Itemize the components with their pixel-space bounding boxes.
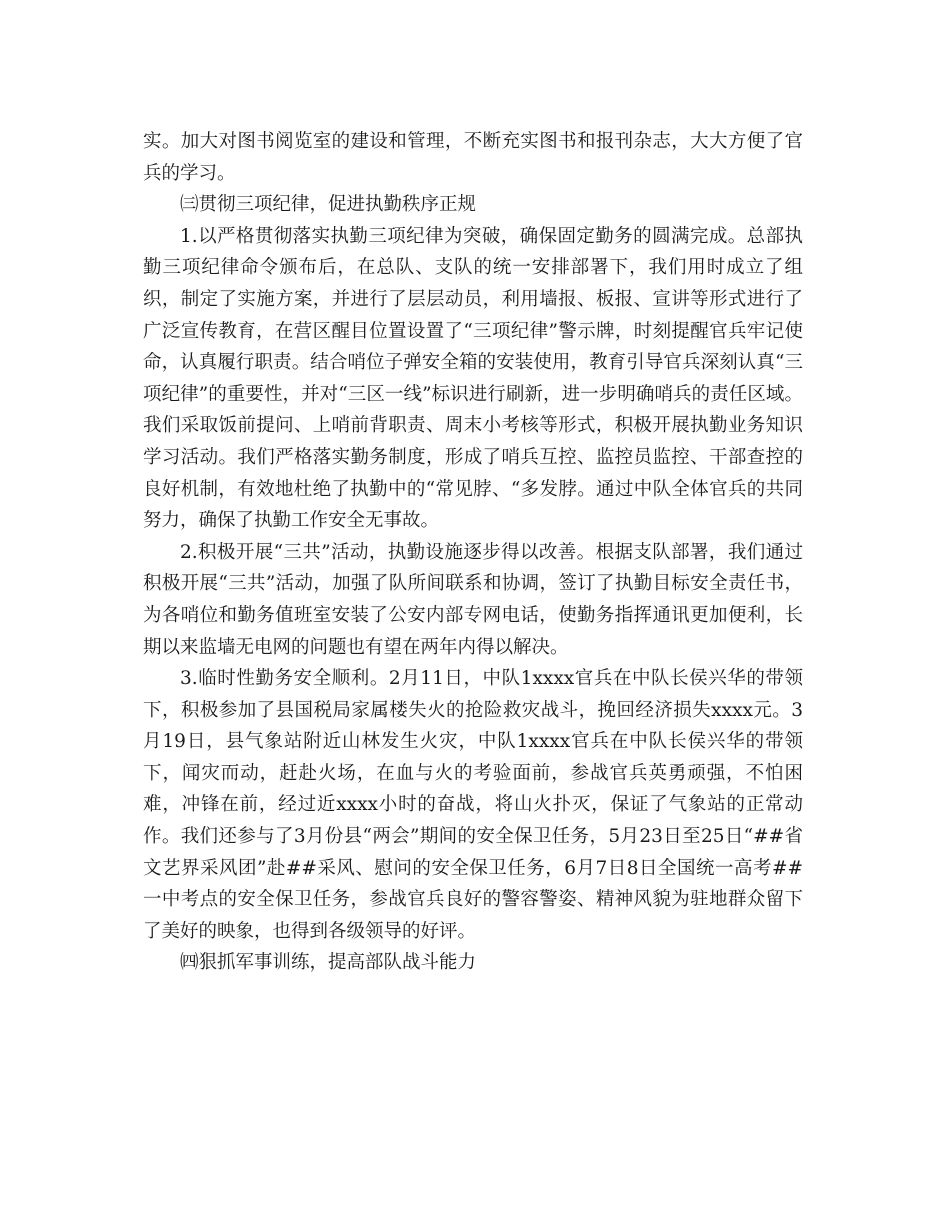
paragraph-item-3: 3.临时性勤务安全顺利。2月11日，中队1xxxx官兵在中队长侯兴华的带领下，积极参加了县国税局家属楼失火的抢险救灾战斗，挽回经济损失xxxx元。3月19日，县气象站附近山林发生火灾，中队1xxxx官兵在中队长侯兴华的带领下，闻灾而动，赶赴火场，在血与火的考验面前，参战官兵英勇顽强，不怕困难，冲锋在前，经过近xxxx小时的奋战，将山火扑灭，保证了气象站的正常动作。我们还参与了3月份县“两会”期间的安全保卫任务，5月23日至25日“##省文艺界采风团”赴##采风、慰问的安全保卫任务，6月7日8日全国统一高考##一中考点的安全保卫任务，参战官兵良好的警容警姿、精神风貌为驻地群众留下了美好的映象，也得到各级领导的好评。	[143, 668, 803, 942]
section-heading-military-training: ㈣狠抓军事训练，提高部队战斗能力	[180, 952, 477, 974]
paragraph-item-2: 2.积极开展“三共”活动，执勤设施逐步得以改善。根据支队部署，我们通过积极开展“三共”活动，加强了队所间联系和协调，签订了执勤目标安全责任书，为各哨位和勤务值班室安装了公安内部专网电话，使勤务指挥通讯更加便利，长期以来监墙无电网的问题也有望在两年内得以解决。	[143, 541, 803, 658]
paragraph-library: 实。加大对图书阅览室的建设和管理，不断充实图书和报刊杂志，大大方便了官兵的学习。	[143, 131, 803, 184]
document-body	[143, 126, 803, 979]
section-heading-three-disciplines: ㈢贯彻三项纪律，促进执勤秩序正规	[180, 194, 477, 216]
paragraph-item-1: 1.以严格贯彻落实执勤三项纪律为突破，确保固定勤务的圆满完成。总部执勤三项纪律命令颁布后，在总队、支队的统一安排部署下，我们用时成立了组织，制定了实施方案，并进行了层层动员，利用墙报、板报、宣讲等形式进行了广泛宣传教育，在营区醒目位置设置了“三项纪律”警示牌，时刻提醒官兵牢记使命，认真履行职责。结合哨位子弹安全箱的安装使用，教育引导官兵深刻认真“三项纪律”的重要性，并对“三区一线”标识进行刷新，进一步明确哨兵的责任区域。我们采取饭前提问、上哨前背职责、周末小考核等形式，积极开展执勤业务知识学习活动。我们严格落实勤务制度，形成了哨兵互控、监控员监控、干部查控的良好机制，有效地杜绝了执勤中的“常见脖、“多发脖。通过中队全体官兵的共同努力，确保了执勤工作安全无事故。	[143, 225, 803, 532]
